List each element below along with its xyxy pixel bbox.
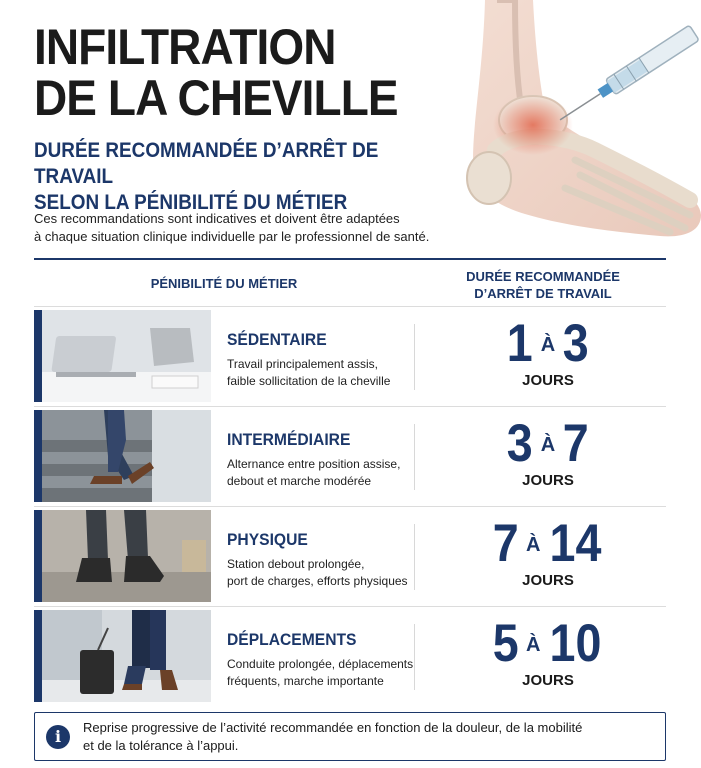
table-row-intermediaire	[34, 410, 666, 502]
row-accent-bar	[34, 410, 42, 502]
row-description-line-2: faible sollicitation de la cheville	[227, 374, 391, 388]
info-note-line-2: et de la tolérance à l’appui.	[83, 738, 239, 753]
intro-line-2: à chaque situation clinique individuelle par le professionnel de santé.	[34, 229, 430, 244]
row-description-line-1: Station debout prolongée,	[227, 557, 365, 571]
row-name: SÉDENTAIRE	[227, 330, 327, 349]
ankle-injection-illustration	[455, 0, 701, 248]
duration-from: 5	[492, 614, 519, 673]
title-line-1: INFILTRATION	[34, 19, 336, 75]
row-accent-bar	[34, 610, 42, 702]
duration-to: 7	[562, 414, 589, 473]
row-description	[227, 656, 417, 690]
duration-range	[430, 314, 666, 374]
row-accent-bar	[34, 310, 42, 402]
header-rule	[34, 258, 666, 260]
duration-from: 1	[507, 314, 533, 373]
row-accent-bar	[34, 510, 42, 602]
duration-from: 7	[492, 514, 519, 573]
duration-range	[430, 614, 666, 674]
duration-unit: JOURS	[522, 372, 574, 389]
column-header-duree-line-2: D’ARRÊT DE TRAVAIL	[474, 286, 612, 301]
column-header-duree-line-1: DURÉE RECOMMANDÉE	[466, 269, 620, 284]
row-description	[227, 556, 417, 590]
header-divider	[34, 306, 666, 307]
table-row-deplacements	[34, 610, 666, 702]
duration-sep: À	[540, 334, 556, 356]
row-name: DÉPLACEMENTS	[227, 630, 357, 649]
page-title	[34, 19, 420, 126]
duration-from: 3	[507, 414, 533, 473]
duration-range	[430, 514, 666, 574]
duration-sep: À	[526, 634, 541, 656]
office-desk-photo	[42, 310, 211, 402]
info-icon: i	[46, 725, 70, 749]
duration-unit: JOURS	[522, 572, 574, 589]
row-separator	[414, 624, 415, 690]
duration-unit: JOURS	[522, 472, 574, 489]
duration-to: 14	[550, 514, 602, 573]
page-subtitle	[34, 138, 457, 216]
work-boots-photo	[42, 510, 211, 602]
row-divider	[34, 506, 666, 507]
stairs-walking-photo	[42, 410, 211, 502]
table-row-physique	[34, 510, 666, 602]
column-header-duree	[420, 268, 666, 302]
info-note	[34, 712, 666, 761]
duration-sep: À	[540, 434, 556, 456]
row-separator	[414, 424, 415, 490]
duration-range	[430, 414, 666, 474]
title-line-2: DE LA CHEVILLE	[34, 70, 398, 126]
info-note-line-1: Reprise progressive de l’activité recommandée en fonction de la douleur, de la mobilité	[83, 720, 583, 735]
row-description	[227, 356, 417, 390]
row-description-line-1: Travail principalement assis,	[227, 357, 378, 371]
intro-text	[34, 210, 444, 246]
subtitle-line-2: SELON LA PÉNIBILITÉ DU MÉTIER	[34, 191, 348, 214]
row-description-line-2: port de charges, efforts physiques	[227, 574, 408, 588]
row-separator	[414, 324, 415, 390]
row-divider	[34, 606, 666, 607]
duration-unit: JOURS	[522, 672, 574, 689]
row-divider	[34, 406, 666, 407]
duration-to: 10	[550, 614, 602, 673]
row-description-line-2: debout et marche modérée	[227, 474, 372, 488]
row-name: INTERMÉDIAIRE	[227, 430, 351, 449]
intro-line-1: Ces recommandations sont indicatives et doivent être adaptées	[34, 211, 400, 226]
duration-sep: À	[526, 534, 541, 556]
column-header-penibilite: PÉNIBILITÉ DU MÉTIER	[150, 276, 298, 291]
row-description	[227, 456, 417, 490]
row-description-line-1: Alternance entre position assise,	[227, 457, 401, 471]
travel-suitcase-photo	[42, 610, 211, 702]
row-description-line-2: fréquents, marche importante	[227, 674, 384, 688]
row-separator	[414, 524, 415, 590]
row-description-line-1: Conduite prolongée, déplacements	[227, 657, 414, 671]
row-name: PHYSIQUE	[227, 530, 308, 549]
subtitle-line-1: DURÉE RECOMMANDÉE D’ARRÊT DE TRAVAIL	[34, 139, 379, 188]
duration-to: 3	[562, 314, 589, 373]
table-row-sedentaire	[34, 310, 666, 402]
info-note-text	[83, 719, 643, 755]
